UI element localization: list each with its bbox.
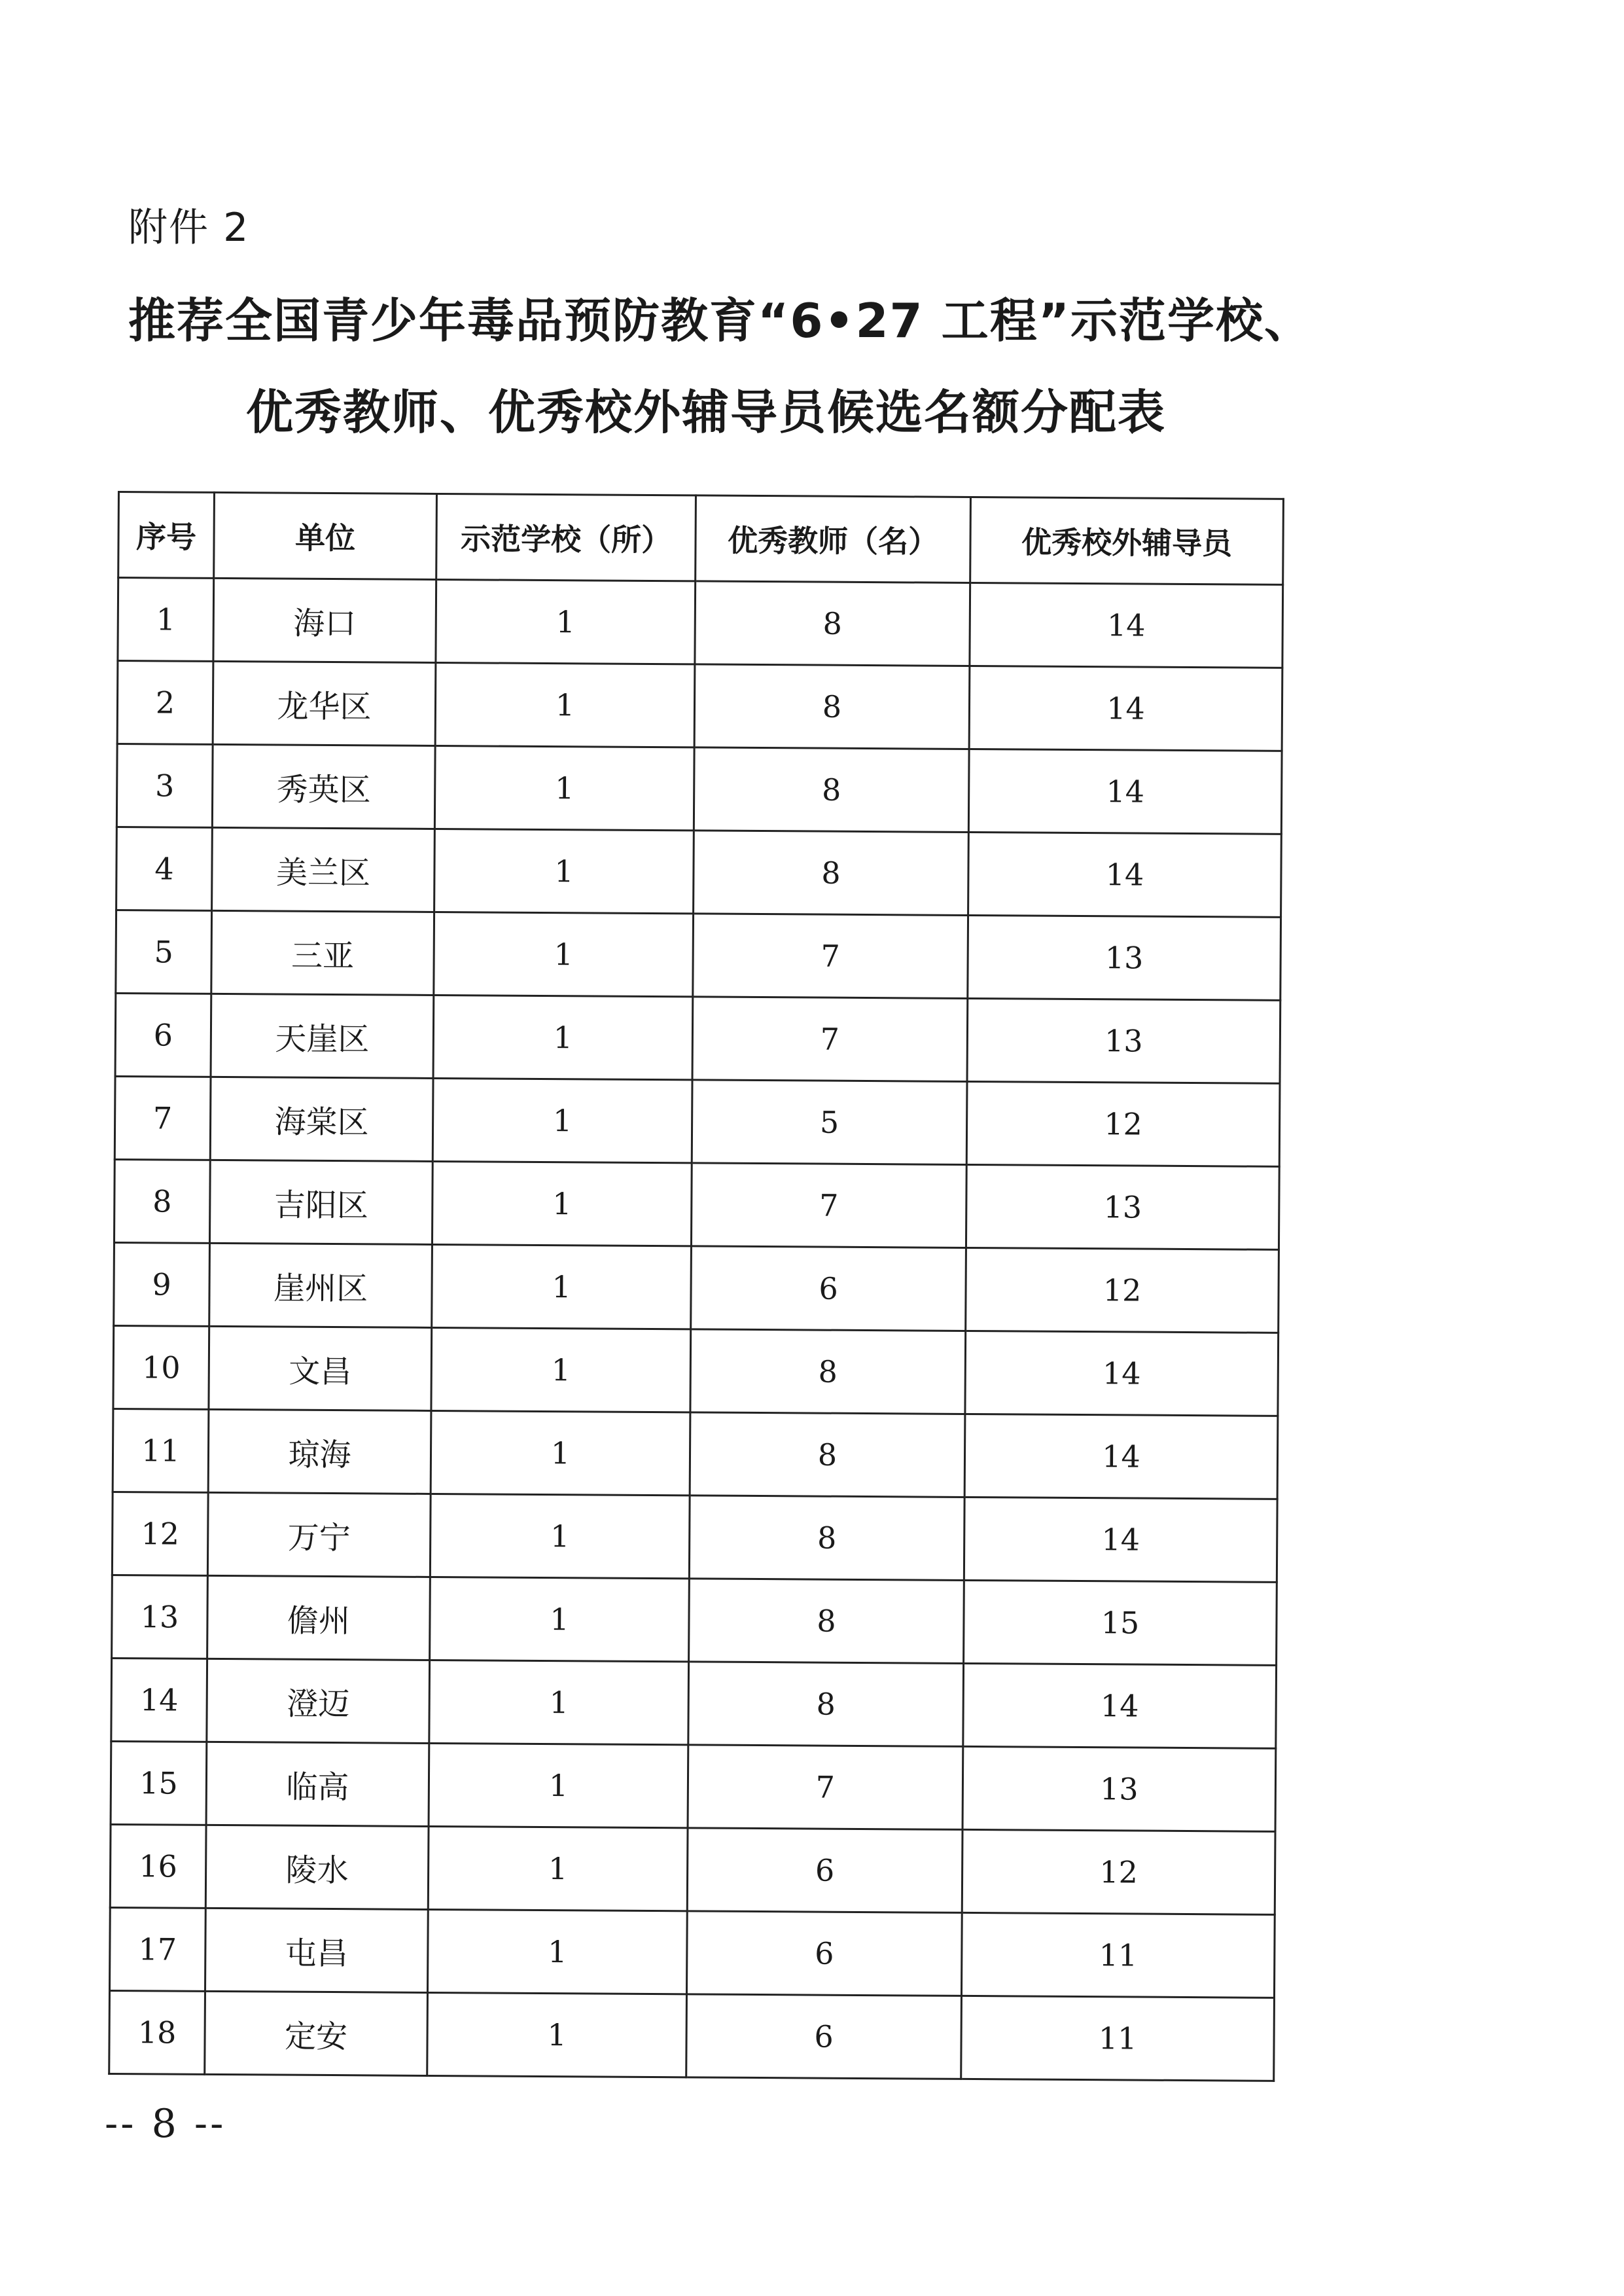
cell-seq: 2 xyxy=(117,661,213,745)
cell-unit: 海棠区 xyxy=(210,1077,433,1161)
cell-excellent-counselor: 14 xyxy=(968,832,1282,917)
cell-demo-school: 1 xyxy=(428,1826,688,1910)
cell-seq: 8 xyxy=(114,1159,210,1243)
cell-unit: 儋州 xyxy=(207,1575,431,1660)
table-row xyxy=(118,578,1283,668)
cell-demo-school: 1 xyxy=(431,1410,690,1495)
cell-demo-school: 1 xyxy=(435,662,695,747)
cell-unit: 屯昌 xyxy=(205,1908,428,1992)
cell-seq: 6 xyxy=(115,993,211,1077)
cell-excellent-teacher: 5 xyxy=(692,1080,967,1165)
cell-demo-school: 1 xyxy=(432,1078,692,1162)
cell-seq: 18 xyxy=(109,1990,205,2074)
cell-unit: 琼海 xyxy=(208,1409,431,1494)
cell-excellent-counselor: 14 xyxy=(964,1497,1277,1582)
cell-excellent-teacher: 7 xyxy=(692,997,968,1082)
cell-seq: 4 xyxy=(116,827,213,910)
cell-seq: 14 xyxy=(111,1658,207,1742)
table-header-row xyxy=(118,492,1284,585)
cell-unit: 龙华区 xyxy=(213,661,436,745)
cell-unit: 美兰区 xyxy=(212,827,435,912)
header-demo-school: 示范学校（所） xyxy=(436,493,696,581)
cell-excellent-counselor: 12 xyxy=(966,1247,1279,1333)
header-seq: 序号 xyxy=(118,492,215,579)
header-excellent-counselor: 优秀校外辅导员 xyxy=(970,497,1284,584)
table-row xyxy=(109,1990,1275,2081)
header-excellent-teacher: 优秀教师（名） xyxy=(696,495,971,583)
cell-excellent-teacher: 8 xyxy=(689,1579,964,1664)
title-line-1: 推荐全国青少年毒品预防教育“6•27 工程”示范学校、 xyxy=(128,293,1313,348)
cell-excellent-teacher: 8 xyxy=(694,747,969,833)
table-row xyxy=(114,1159,1279,1249)
cell-demo-school: 1 xyxy=(429,1743,688,1827)
cell-excellent-teacher: 8 xyxy=(694,664,970,749)
cell-excellent-counselor: 14 xyxy=(968,749,1282,834)
table-row xyxy=(116,827,1282,917)
cell-unit: 文昌 xyxy=(209,1326,432,1410)
cell-demo-school: 1 xyxy=(427,1992,687,2077)
document-title xyxy=(128,275,1502,458)
cell-unit: 秀英区 xyxy=(212,744,435,829)
cell-seq: 1 xyxy=(118,578,214,662)
cell-seq: 15 xyxy=(111,1741,207,1825)
cell-excellent-teacher: 7 xyxy=(688,1745,963,1830)
cell-excellent-counselor: 14 xyxy=(965,1331,1279,1416)
table-row xyxy=(115,993,1280,1083)
cell-demo-school: 1 xyxy=(432,1244,692,1329)
cell-excellent-teacher: 8 xyxy=(690,1329,966,1414)
cell-excellent-teacher: 8 xyxy=(689,1496,964,1581)
table-row xyxy=(113,1325,1279,1416)
cell-unit: 万宁 xyxy=(207,1492,431,1577)
header-unit: 单位 xyxy=(214,492,437,579)
cell-unit: 吉阳区 xyxy=(209,1160,432,1244)
cell-demo-school: 1 xyxy=(431,1327,691,1412)
table-row xyxy=(116,910,1281,1000)
cell-demo-school: 1 xyxy=(432,1161,692,1246)
cell-demo-school: 1 xyxy=(430,1577,690,1661)
table-row xyxy=(111,1741,1276,1831)
cell-excellent-teacher: 6 xyxy=(686,1911,962,1996)
cell-excellent-teacher: 7 xyxy=(691,1163,966,1248)
cell-demo-school: 1 xyxy=(434,829,694,913)
table-row xyxy=(112,1575,1277,1665)
cell-excellent-counselor: 15 xyxy=(964,1580,1277,1665)
quota-table xyxy=(108,491,1284,2082)
cell-excellent-counselor: 13 xyxy=(962,1746,1276,1831)
cell-excellent-counselor: 11 xyxy=(961,1912,1275,1998)
cell-demo-school: 1 xyxy=(436,579,696,664)
table-row xyxy=(110,1907,1275,1998)
cell-seq: 16 xyxy=(110,1824,206,1908)
cell-excellent-teacher: 8 xyxy=(695,581,970,666)
table-row xyxy=(116,744,1282,834)
table-row xyxy=(112,1492,1277,1582)
table-row xyxy=(114,1242,1279,1333)
cell-excellent-counselor: 13 xyxy=(966,1164,1279,1249)
table-row xyxy=(111,1658,1277,1748)
cell-seq: 11 xyxy=(113,1408,209,1492)
table-row xyxy=(115,1076,1280,1166)
attachment-label: 附件 2 xyxy=(128,205,250,251)
cell-demo-school: 1 xyxy=(433,995,693,1079)
cell-unit: 崖州区 xyxy=(209,1243,432,1327)
cell-excellent-counselor: 14 xyxy=(963,1663,1277,1748)
cell-seq: 13 xyxy=(112,1575,208,1659)
cell-excellent-counselor: 11 xyxy=(961,1996,1275,2081)
cell-seq: 12 xyxy=(112,1492,208,1575)
cell-excellent-counselor: 12 xyxy=(966,1081,1280,1166)
cell-excellent-teacher: 8 xyxy=(694,831,969,916)
cell-unit: 陵水 xyxy=(205,1825,429,1909)
cell-excellent-counselor: 14 xyxy=(970,583,1283,668)
table-row xyxy=(113,1408,1278,1499)
cell-seq: 3 xyxy=(116,744,213,828)
cell-demo-school: 1 xyxy=(430,1494,690,1578)
cell-demo-school: 1 xyxy=(427,1909,687,1994)
cell-excellent-teacher: 6 xyxy=(691,1246,966,1331)
cell-excellent-teacher: 8 xyxy=(688,1662,964,1747)
cell-unit: 临高 xyxy=(206,1742,429,1826)
table-row xyxy=(110,1824,1275,1914)
cell-excellent-counselor: 12 xyxy=(962,1829,1275,1914)
table-row xyxy=(117,661,1282,751)
cell-unit: 海口 xyxy=(213,578,436,662)
cell-demo-school: 1 xyxy=(429,1660,689,1744)
title-line-2: 优秀教师、优秀校外辅导员候选名额分配表 xyxy=(246,385,1167,440)
cell-seq: 5 xyxy=(116,910,212,994)
cell-excellent-teacher: 8 xyxy=(690,1412,965,1498)
cell-excellent-teacher: 6 xyxy=(687,1828,962,1913)
cell-unit: 天崖区 xyxy=(211,994,434,1078)
cell-demo-school: 1 xyxy=(434,912,694,996)
cell-seq: 7 xyxy=(115,1076,211,1160)
cell-excellent-counselor: 14 xyxy=(964,1414,1278,1499)
cell-unit: 定安 xyxy=(205,1991,428,2075)
cell-unit: 三亚 xyxy=(211,910,434,995)
cell-excellent-teacher: 6 xyxy=(686,1994,962,2079)
page-number: -- 8 -- xyxy=(105,2101,226,2147)
cell-excellent-counselor: 13 xyxy=(967,998,1280,1083)
cell-excellent-counselor: 13 xyxy=(968,915,1281,1000)
cell-seq: 17 xyxy=(110,1907,206,1991)
cell-seq: 10 xyxy=(113,1325,209,1409)
cell-seq: 9 xyxy=(114,1242,210,1326)
cell-excellent-teacher: 7 xyxy=(693,914,968,999)
cell-excellent-counselor: 14 xyxy=(969,666,1282,751)
cell-demo-school: 1 xyxy=(434,745,694,830)
cell-unit: 澄迈 xyxy=(207,1659,430,1743)
